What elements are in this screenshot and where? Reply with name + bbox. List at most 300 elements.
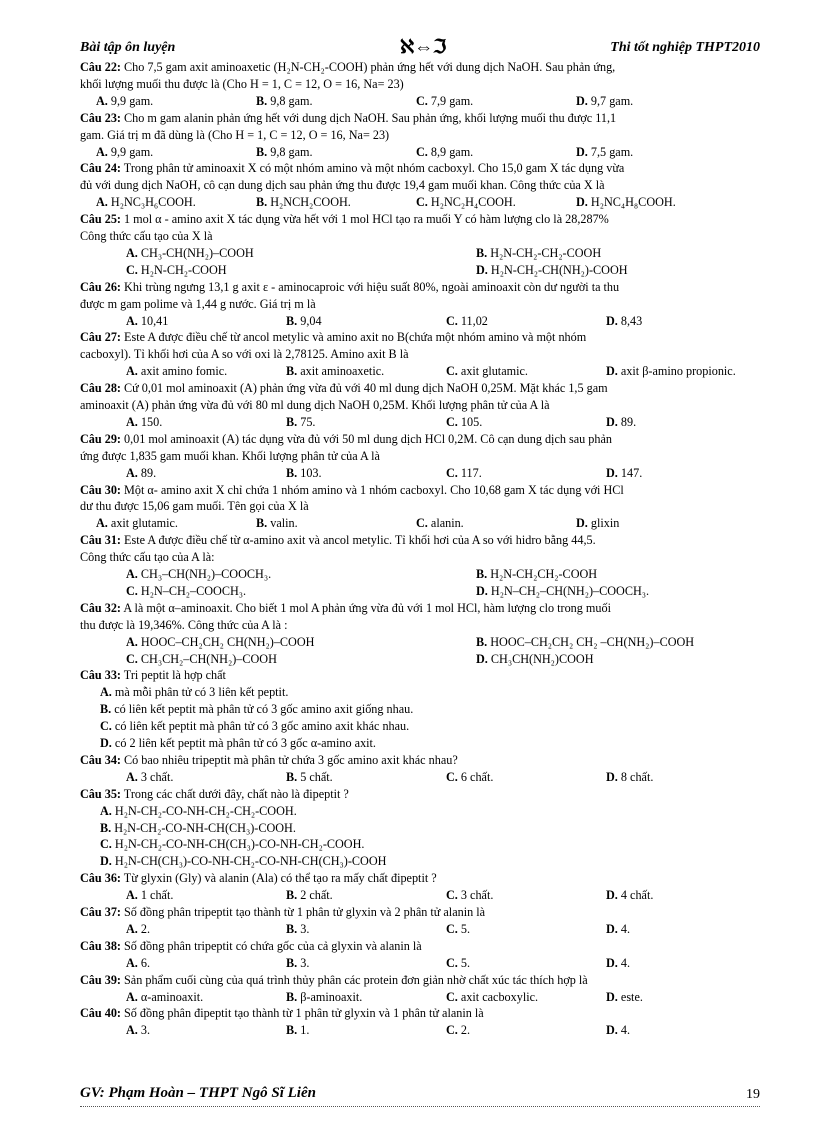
option-c[interactable] xyxy=(446,887,493,904)
options-row xyxy=(80,989,762,1006)
option-text: 8,43 xyxy=(620,313,643,328)
option-b[interactable] xyxy=(476,245,601,262)
option-letter: C. xyxy=(446,769,458,784)
question-number: Câu 33: xyxy=(80,668,121,683)
option-text: có liên kết peptit mà phân tử có 3 gốc amino axit khác nhau. xyxy=(114,719,410,734)
option-a[interactable] xyxy=(96,93,153,110)
option-text: H₂N–CH₂–COOCH₃. xyxy=(140,583,247,598)
option-letter: C. xyxy=(446,313,458,328)
option-text: 1 chất. xyxy=(140,888,174,903)
option-text: β-aminoaxit. xyxy=(300,989,363,1004)
option-letter: A. xyxy=(126,1023,138,1038)
question-number: Câu 36: xyxy=(80,871,121,886)
options-row xyxy=(80,583,762,600)
option-d[interactable] xyxy=(606,955,630,972)
option-c[interactable] xyxy=(446,921,470,938)
option-text: 9,8 gam. xyxy=(270,144,313,159)
option-letter: C. xyxy=(416,195,428,210)
options-row xyxy=(80,887,762,904)
question-stem-line: được m gam polime và 1,44 g nước. Giá trị m là xyxy=(80,296,316,311)
option-d[interactable] xyxy=(476,262,628,279)
option-c[interactable] xyxy=(446,989,538,1006)
question-stem-line: Một α- amino axit X chỉ chứa 1 nhóm amino và 1 nhóm cacboxyl. Cho 10,68 gam X tác dụng với HCl xyxy=(124,482,624,497)
option-text: 5 chất. xyxy=(300,769,333,784)
option-letter: C. xyxy=(446,989,458,1004)
option-c[interactable] xyxy=(80,718,762,735)
option-text: 3 chất. xyxy=(140,769,174,784)
option-letter: D. xyxy=(476,651,488,666)
option-text: 7,9 gam. xyxy=(430,93,474,108)
question-number: Câu 28: xyxy=(80,381,121,396)
question-stem-line: Khi trùng ngưng 13,1 g axit ε - aminocaproic với hiệu suất 80%, ngoài aminoaxit còn dư người ta thu xyxy=(124,279,620,294)
option-d[interactable] xyxy=(476,583,649,600)
option-c[interactable] xyxy=(446,955,470,972)
option-letter: D. xyxy=(606,955,618,970)
question-22 xyxy=(80,59,762,110)
option-text: H₂N-CH₂-CO-NH-CH(CH₃)-CO-NH-CH₂-COOH. xyxy=(114,837,365,852)
option-text: HOOC–CH₂CH₂ CH(NH₂)–COOH xyxy=(140,634,315,649)
option-letter: C. xyxy=(126,651,138,666)
option-text: 2 chất. xyxy=(300,888,333,903)
option-d[interactable] xyxy=(606,887,653,904)
options-row xyxy=(80,465,762,482)
option-b[interactable] xyxy=(476,634,694,651)
question-23 xyxy=(80,110,762,161)
options-row xyxy=(80,921,762,938)
option-letter: D. xyxy=(476,583,488,598)
option-letter: A. xyxy=(126,465,138,480)
question-stem-line: Cho m gam alanin phản ứng hết với dung dịch NaOH. Sau phản ứng, khối lượng muối thu được 11,1 xyxy=(124,110,617,125)
option-c[interactable] xyxy=(446,363,528,380)
question-25 xyxy=(80,211,762,279)
option-letter: D. xyxy=(576,195,588,210)
option-b[interactable] xyxy=(286,1022,309,1039)
option-text: alanin. xyxy=(430,516,464,531)
option-b[interactable] xyxy=(256,194,351,211)
option-text: 1. xyxy=(300,1023,310,1038)
option-b[interactable] xyxy=(286,363,384,380)
option-letter: A. xyxy=(126,888,138,903)
option-text: H₂N-CH₂-CO-NH-CH₂-CH₂-COOH. xyxy=(114,803,297,818)
option-text: 150. xyxy=(140,414,163,429)
option-a[interactable] xyxy=(126,313,168,330)
option-letter: A. xyxy=(96,144,108,159)
question-number: Câu 26: xyxy=(80,279,121,294)
option-text: 89. xyxy=(620,414,637,429)
question-stem-line: Trong phân tử aminoaxit X có một nhóm amino và một nhóm cacboxyl. Cho 15,0 gam X tác dụng vừa xyxy=(123,161,625,176)
question-stem-line: Từ glyxin (Gly) và alanin (Ala) có thể tạo ra mấy chất đipeptit ? xyxy=(123,871,437,886)
option-b[interactable] xyxy=(476,566,597,583)
option-a[interactable] xyxy=(80,803,762,820)
option-b[interactable] xyxy=(286,887,333,904)
option-text: valin. xyxy=(270,516,298,531)
option-letter: D. xyxy=(606,1023,618,1038)
question-number: Câu 25: xyxy=(80,212,121,227)
option-d[interactable] xyxy=(606,363,736,380)
option-letter: B. xyxy=(286,414,298,429)
question-number: Câu 27: xyxy=(80,330,121,345)
option-text: H₂N-CH₂CH₂-COOH xyxy=(490,567,598,582)
option-text: 2. xyxy=(140,921,151,936)
question-40 xyxy=(80,1005,762,1039)
option-letter: A. xyxy=(126,921,138,936)
question-number: Câu 40: xyxy=(80,1006,121,1021)
option-text: CH₃-CH(NH₂)–COOH xyxy=(140,245,254,260)
option-text: 3. xyxy=(300,921,310,936)
option-text: 117. xyxy=(460,465,482,480)
option-letter: B. xyxy=(286,769,298,784)
option-letter: C. xyxy=(446,888,458,903)
option-letter: B. xyxy=(256,93,268,108)
option-letter: A. xyxy=(100,685,112,700)
option-letter: C. xyxy=(446,364,458,379)
question-stem-line: Cứ 0,01 mol aminoaxit (A) phản ứng vừa đủ với 40 ml dung dịch NaOH 0,25M. Mặt khác 1,5 gam xyxy=(124,381,608,396)
option-b[interactable] xyxy=(256,515,298,532)
option-letter: A. xyxy=(126,955,138,970)
question-stem-line: cacboxyl). Tỉ khối hơi của A so với oxi là 2,78125. Amino axit B là xyxy=(80,347,409,362)
option-d[interactable] xyxy=(606,921,630,938)
option-a[interactable] xyxy=(126,1022,150,1039)
option-text: axit aminoaxetic. xyxy=(300,364,385,379)
option-letter: D. xyxy=(476,262,488,277)
option-letter: A. xyxy=(126,634,138,649)
option-text: axit β-amino propionic. xyxy=(620,364,736,379)
question-number: Câu 29: xyxy=(80,431,121,446)
question-number: Câu 22: xyxy=(80,60,121,74)
question-stem-line: Cho 7,5 gam axit aminoaxetic (H₂N-CH₂-COOH) phản ứng hết với dung dịch NaOH. Sau phản ứng, xyxy=(124,60,616,74)
option-letter: D. xyxy=(606,888,618,903)
option-letter: B. xyxy=(476,567,488,582)
option-text: CH₃CH₂–CH(NH₂)–COOH xyxy=(140,651,277,666)
option-text: H₂NC₄H₈COOH. xyxy=(590,195,676,210)
option-letter: C. xyxy=(126,262,138,277)
option-b[interactable] xyxy=(256,144,313,161)
option-letter: B. xyxy=(476,245,488,260)
option-letter: D. xyxy=(606,921,618,936)
option-d[interactable] xyxy=(606,465,642,482)
option-c[interactable] xyxy=(446,465,482,482)
option-c[interactable] xyxy=(80,836,762,853)
option-c[interactable] xyxy=(416,194,516,211)
option-letter: A. xyxy=(96,93,108,108)
option-letter: C. xyxy=(446,921,458,936)
option-c[interactable] xyxy=(126,583,246,600)
option-letter: D. xyxy=(606,989,618,1004)
option-letter: A. xyxy=(126,989,138,1004)
option-letter: B. xyxy=(286,921,298,936)
question-34 xyxy=(80,752,762,786)
option-text: H₂N-CH₂-CH₂-COOH xyxy=(490,245,602,260)
option-c[interactable] xyxy=(446,769,493,786)
options-row xyxy=(80,1022,762,1039)
option-text: 4. xyxy=(620,955,631,970)
option-text: 9,7 gam. xyxy=(590,93,634,108)
question-32 xyxy=(80,600,762,668)
option-b[interactable] xyxy=(80,701,762,718)
option-a[interactable] xyxy=(126,566,271,583)
option-c[interactable] xyxy=(446,1022,470,1039)
option-letter: C. xyxy=(446,955,458,970)
option-text: 3. xyxy=(300,955,310,970)
option-letter: D. xyxy=(606,313,618,328)
question-number: Câu 35: xyxy=(80,786,121,801)
question-33 xyxy=(80,667,762,752)
option-letter: C. xyxy=(100,719,112,734)
option-a[interactable] xyxy=(96,194,196,211)
question-number: Câu 38: xyxy=(80,938,121,953)
option-text: 147. xyxy=(620,465,643,480)
question-stem-line: Số đồng phân tripeptit có chứa gốc của cả glyxin và alanin là xyxy=(124,938,422,953)
options-row xyxy=(80,515,762,532)
option-text: H₂N–CH₂–CH(NH₂)–COOCH₃. xyxy=(490,583,650,598)
options-row xyxy=(80,566,762,583)
question-stem-line: đủ với dung dịch NaOH, cô cạn dung dịch sau phản ứng thu được 19,4 gam muối khan. Công thức của X là xyxy=(80,178,605,193)
option-text: 8 chất. xyxy=(620,769,654,784)
option-letter: C. xyxy=(416,516,428,531)
option-letter: D. xyxy=(606,769,618,784)
question-39 xyxy=(80,972,762,1006)
option-b[interactable] xyxy=(80,820,762,837)
question-stem-line: Trong các chất dưới đây, chất nào là đipeptit ? xyxy=(123,786,349,801)
option-letter: B. xyxy=(286,313,298,328)
option-b[interactable] xyxy=(286,955,309,972)
option-letter: B. xyxy=(476,634,488,649)
question-list xyxy=(80,59,762,1039)
option-text: 10,41 xyxy=(140,313,169,328)
option-b[interactable] xyxy=(286,769,333,786)
options-row xyxy=(80,93,762,110)
question-stem-line: aminoaxit (A) phản ứng vừa đủ với 80 ml dung dịch NaOH 0,25M. Khối lượng phân tử của A là xyxy=(80,398,550,413)
question-stem-line: gam. Giá trị m đã dùng là (Cho H = 1, C = 12, O = 16, Na= 23) xyxy=(80,127,390,142)
option-text: axit glutamic. xyxy=(110,516,178,531)
options-row xyxy=(80,194,762,211)
option-letter: B. xyxy=(256,516,268,531)
option-text: 103. xyxy=(300,465,322,480)
option-text: axit amino fomic. xyxy=(140,364,228,379)
option-text: 5. xyxy=(460,921,471,936)
page-number: 19 xyxy=(746,1087,760,1102)
option-text: 7,5 gam. xyxy=(590,144,634,159)
option-text: α-aminoaxit. xyxy=(140,989,204,1004)
options-row xyxy=(80,651,762,668)
option-c[interactable] xyxy=(416,515,464,532)
option-d[interactable] xyxy=(80,735,762,752)
question-31 xyxy=(80,532,762,600)
option-b[interactable] xyxy=(286,313,322,330)
option-d[interactable] xyxy=(606,1022,630,1039)
option-a[interactable] xyxy=(126,887,173,904)
option-a[interactable] xyxy=(96,144,153,161)
option-letter: A. xyxy=(96,195,108,210)
question-number: Câu 34: xyxy=(80,752,121,767)
option-d[interactable] xyxy=(606,313,642,330)
option-letter: B. xyxy=(286,1023,298,1038)
option-text: H₂NC₂H₄COOH. xyxy=(430,195,516,210)
option-a[interactable] xyxy=(126,921,150,938)
option-text: axit glutamic. xyxy=(460,364,528,379)
option-letter: A. xyxy=(126,567,138,582)
page-header xyxy=(80,37,760,60)
option-letter: C. xyxy=(446,465,458,480)
question-number: Câu 37: xyxy=(80,905,121,920)
option-b[interactable] xyxy=(256,93,313,110)
option-d[interactable] xyxy=(606,769,653,786)
option-d[interactable] xyxy=(80,853,762,870)
option-letter: C. xyxy=(416,93,428,108)
header-right-title: Thi tốt nghiệp THPT2010 xyxy=(610,40,760,55)
header-left-title: Bài tập ôn luyện xyxy=(80,40,176,55)
options-row xyxy=(80,245,762,262)
option-letter: A. xyxy=(126,364,138,379)
question-stem-line: Este A được điều chế từ ancol metylic và amino axit no B(chứa một nhóm amino và một nhóm xyxy=(124,330,587,345)
option-c[interactable] xyxy=(126,262,227,279)
option-c[interactable] xyxy=(446,313,488,330)
option-text: 9,04 xyxy=(300,313,322,328)
option-letter: B. xyxy=(256,195,268,210)
option-c[interactable] xyxy=(126,651,277,668)
option-letter: D. xyxy=(606,364,618,379)
option-a[interactable] xyxy=(96,515,178,532)
question-stem-line: Số đồng phân đipeptit tạo thành từ 1 phân tử glyxin và 1 phân tử alanin là xyxy=(124,1006,484,1021)
option-letter: C. xyxy=(416,144,428,159)
option-text: 4 chất. xyxy=(620,888,654,903)
question-stem-line: Số đồng phân tripeptit tạo thành từ 1 phân tử glyxin và 2 phân tử alanin là xyxy=(124,905,486,920)
options-row xyxy=(80,313,762,330)
options-row xyxy=(80,634,762,651)
option-letter: B. xyxy=(286,888,298,903)
question-35 xyxy=(80,786,762,871)
question-stem-line: 0,01 mol aminoaxit (A) tác dụng vừa đủ với 50 ml dung dịch HCl 0,2M. Cô cạn dung dịch sau phản xyxy=(124,431,612,446)
option-b[interactable] xyxy=(286,414,315,431)
option-d[interactable] xyxy=(576,194,676,211)
option-letter: C. xyxy=(100,837,112,852)
option-a[interactable] xyxy=(126,245,254,262)
question-number: Câu 23: xyxy=(80,110,121,125)
question-stem-line: Tri peptit là hợp chất xyxy=(123,668,226,683)
option-text: có 2 liên kết peptit mà phân tử có 3 gốc α-amino axit. xyxy=(114,736,376,751)
option-d[interactable] xyxy=(606,989,643,1006)
option-text: 75. xyxy=(300,414,316,429)
option-text: 6 chất. xyxy=(460,769,494,784)
options-row xyxy=(80,769,762,786)
option-letter: D. xyxy=(100,736,112,751)
option-a[interactable] xyxy=(80,684,762,701)
option-letter: A. xyxy=(100,803,112,818)
footer-rule xyxy=(80,1106,760,1107)
option-letter: D. xyxy=(576,144,588,159)
option-letter: D. xyxy=(576,93,588,108)
option-text: 3. xyxy=(140,1023,151,1038)
option-text: H₂N-CH₂-CH(NH₂)-COOH xyxy=(490,262,628,277)
option-text: mà mỗi phân tử có 3 liên kết peptit. xyxy=(114,685,289,700)
option-a[interactable] xyxy=(126,989,203,1006)
option-text: 9,9 gam. xyxy=(110,93,154,108)
option-letter: D. xyxy=(606,414,618,429)
question-stem-line: thu được là 19,346%. Công thức của A là : xyxy=(80,617,288,632)
options-row xyxy=(80,262,762,279)
option-letter: D. xyxy=(576,516,588,531)
option-text: 5. xyxy=(460,955,471,970)
option-letter: C. xyxy=(446,414,458,429)
option-a[interactable] xyxy=(126,465,156,482)
option-text: 6. xyxy=(140,955,151,970)
option-a[interactable] xyxy=(126,769,173,786)
question-stem-line: Công thức cấu tạo của A là: xyxy=(80,550,215,565)
question-38 xyxy=(80,938,762,972)
option-c[interactable] xyxy=(446,414,482,431)
question-number: Câu 39: xyxy=(80,972,121,987)
question-26 xyxy=(80,279,762,330)
option-a[interactable] xyxy=(126,634,314,651)
option-b[interactable] xyxy=(286,465,322,482)
question-24 xyxy=(80,160,762,211)
option-text: CH₃–CH(NH₂)–COOCH₃. xyxy=(140,567,272,582)
option-letter: A. xyxy=(126,245,138,260)
option-text: 4. xyxy=(620,921,631,936)
question-stem-line: Có bao nhiêu tripeptit mà phân tử chứa 3 gốc amino axit khác nhau? xyxy=(124,752,458,767)
option-letter: C. xyxy=(126,583,138,598)
option-c[interactable] xyxy=(416,144,473,161)
question-number: Câu 24: xyxy=(80,161,121,176)
question-number: Câu 31: xyxy=(80,533,121,548)
option-text: HOOC–CH₂CH₂ CH₂ –CH(NH₂)–COOH xyxy=(490,634,695,649)
option-letter: B. xyxy=(100,820,112,835)
option-text: H₂NCH₂COOH. xyxy=(270,195,351,210)
option-c[interactable] xyxy=(416,93,473,110)
option-text: H₂N-CH(CH₃)-CO-NH-CH₂-CO-NH-CH(CH₃)-COOH xyxy=(114,854,387,869)
question-number: Câu 30: xyxy=(80,482,121,497)
option-text: axit cacboxylic. xyxy=(460,989,539,1004)
option-d[interactable] xyxy=(576,144,633,161)
question-29 xyxy=(80,431,762,482)
option-letter: C. xyxy=(446,1023,458,1038)
option-letter: B. xyxy=(256,144,268,159)
option-text: H₂NC₃H₆COOH. xyxy=(110,195,196,210)
option-letter: A. xyxy=(126,769,138,784)
option-d[interactable] xyxy=(476,651,594,668)
options-row xyxy=(80,144,762,161)
option-text: 89. xyxy=(140,465,157,480)
footer-author: GV: Phạm Hoàn – THPT Ngô Sĩ Liên xyxy=(80,1085,316,1101)
option-a[interactable] xyxy=(126,955,150,972)
options-row xyxy=(80,414,762,431)
option-text: CH₃CH(NH₂)COOH xyxy=(490,651,594,666)
option-letter: B. xyxy=(286,465,298,480)
option-a[interactable] xyxy=(126,414,162,431)
option-letter: A. xyxy=(96,516,108,531)
option-text: 105. xyxy=(460,414,483,429)
option-d[interactable] xyxy=(576,515,619,532)
question-28 xyxy=(80,380,762,431)
option-b[interactable] xyxy=(286,921,309,938)
option-text: 11,02 xyxy=(460,313,488,328)
option-text: H₂N-CH₂-COOH xyxy=(140,262,227,277)
option-text: glixin xyxy=(590,516,620,531)
option-d[interactable] xyxy=(606,414,636,431)
option-b[interactable] xyxy=(286,989,362,1006)
option-a[interactable] xyxy=(126,363,227,380)
option-text: 3 chất. xyxy=(460,888,494,903)
option-letter: A. xyxy=(126,414,138,429)
option-text: có liên kết peptit mà phân tử có 3 gốc amino axit giống nhau. xyxy=(114,702,414,717)
question-stem-line: A là một α–aminoaxit. Cho biết 1 mol A phản ứng vừa đủ với 1 mol HCl, hàm lượng clo trong muối xyxy=(123,600,611,615)
option-text: 2. xyxy=(460,1023,471,1038)
option-d[interactable] xyxy=(576,93,633,110)
question-number: Câu 32: xyxy=(80,600,121,615)
option-text: H₂N-CH₂-CO-NH-CH(CH₃)-COOH. xyxy=(114,820,296,835)
question-stem-line: dư thu được 15,06 gam muối. Tên gọi của X là xyxy=(80,499,309,514)
header-ornament: ℵ⇔ℑ xyxy=(400,37,447,58)
